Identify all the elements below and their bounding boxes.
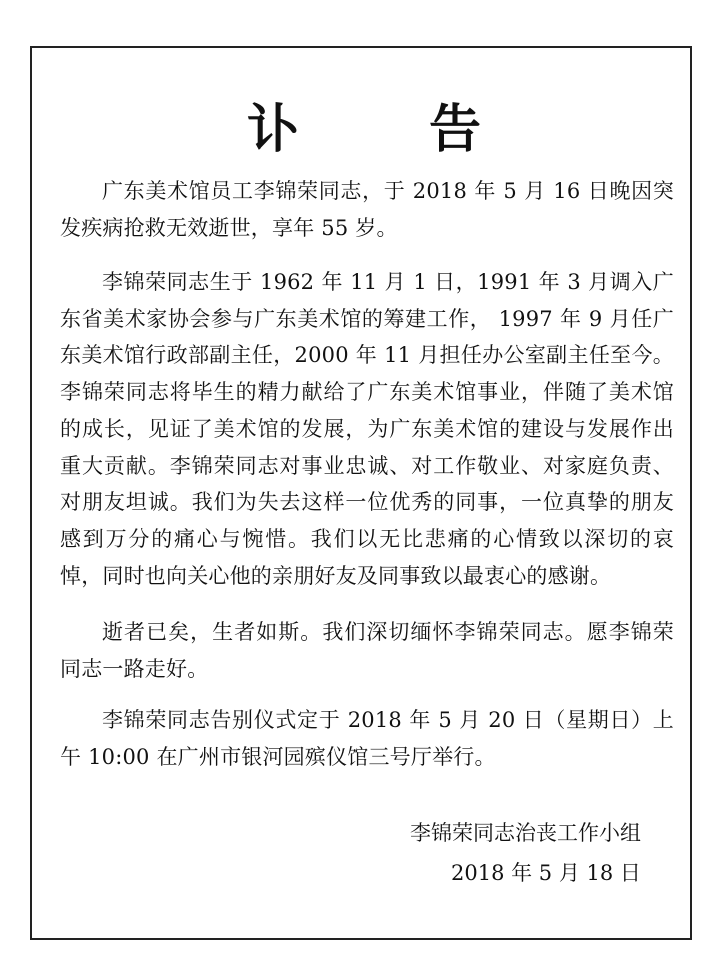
- signature-organization: 李锦荣同志治丧工作小组: [410, 821, 641, 845]
- paragraph-remembrance: 逝者已矣，生者如斯。我们深切缅怀李锦荣同志。愿李锦荣同志一路走好。: [60, 620, 674, 681]
- signature-date: 2018 年 5 月 18 日: [451, 861, 641, 885]
- paragraph-death-announcement: 广东美术馆员工李锦荣同志，于 2018 年 5 月 16 日晚因突发疾病抢救无效逝世，享年 55 岁。: [60, 179, 674, 240]
- paragraph-biography: 李锦荣同志生于 1962 年 11 月 1 日，1991 年 3 月调入广东省美术家协会参与广东美术馆的筹建工作， 1997 年 9 月任广东美术馆行政部副主任，2000 年 11 月担任办公室副主任至今。李锦荣同志将毕生的精力献给了广东美术馆事业，伴随了美术馆的成长，见证了美术馆的发展，为广东美术馆的建设与发展作出重大贡献。李锦荣同志对事业忠诚、对工作敬业、对家庭负责、对朋友坦诚。我们为失去这样一位优秀的同事，一位真挚的朋友感到万分的痛心与惋惜。我们以无比悲痛的心情致以深切的哀悼，同时也向关心他的亲朋好友及同事致以最衷心的感谢。: [60, 270, 674, 588]
- notice-title: 讣 告: [246, 99, 538, 160]
- paragraph-farewell-ceremony: 李锦荣同志告别仪式定于 2018 年 5 月 20 日（星期日）上午 10:00 在广州市银河园殡仪馆三号厅举行。: [60, 708, 674, 769]
